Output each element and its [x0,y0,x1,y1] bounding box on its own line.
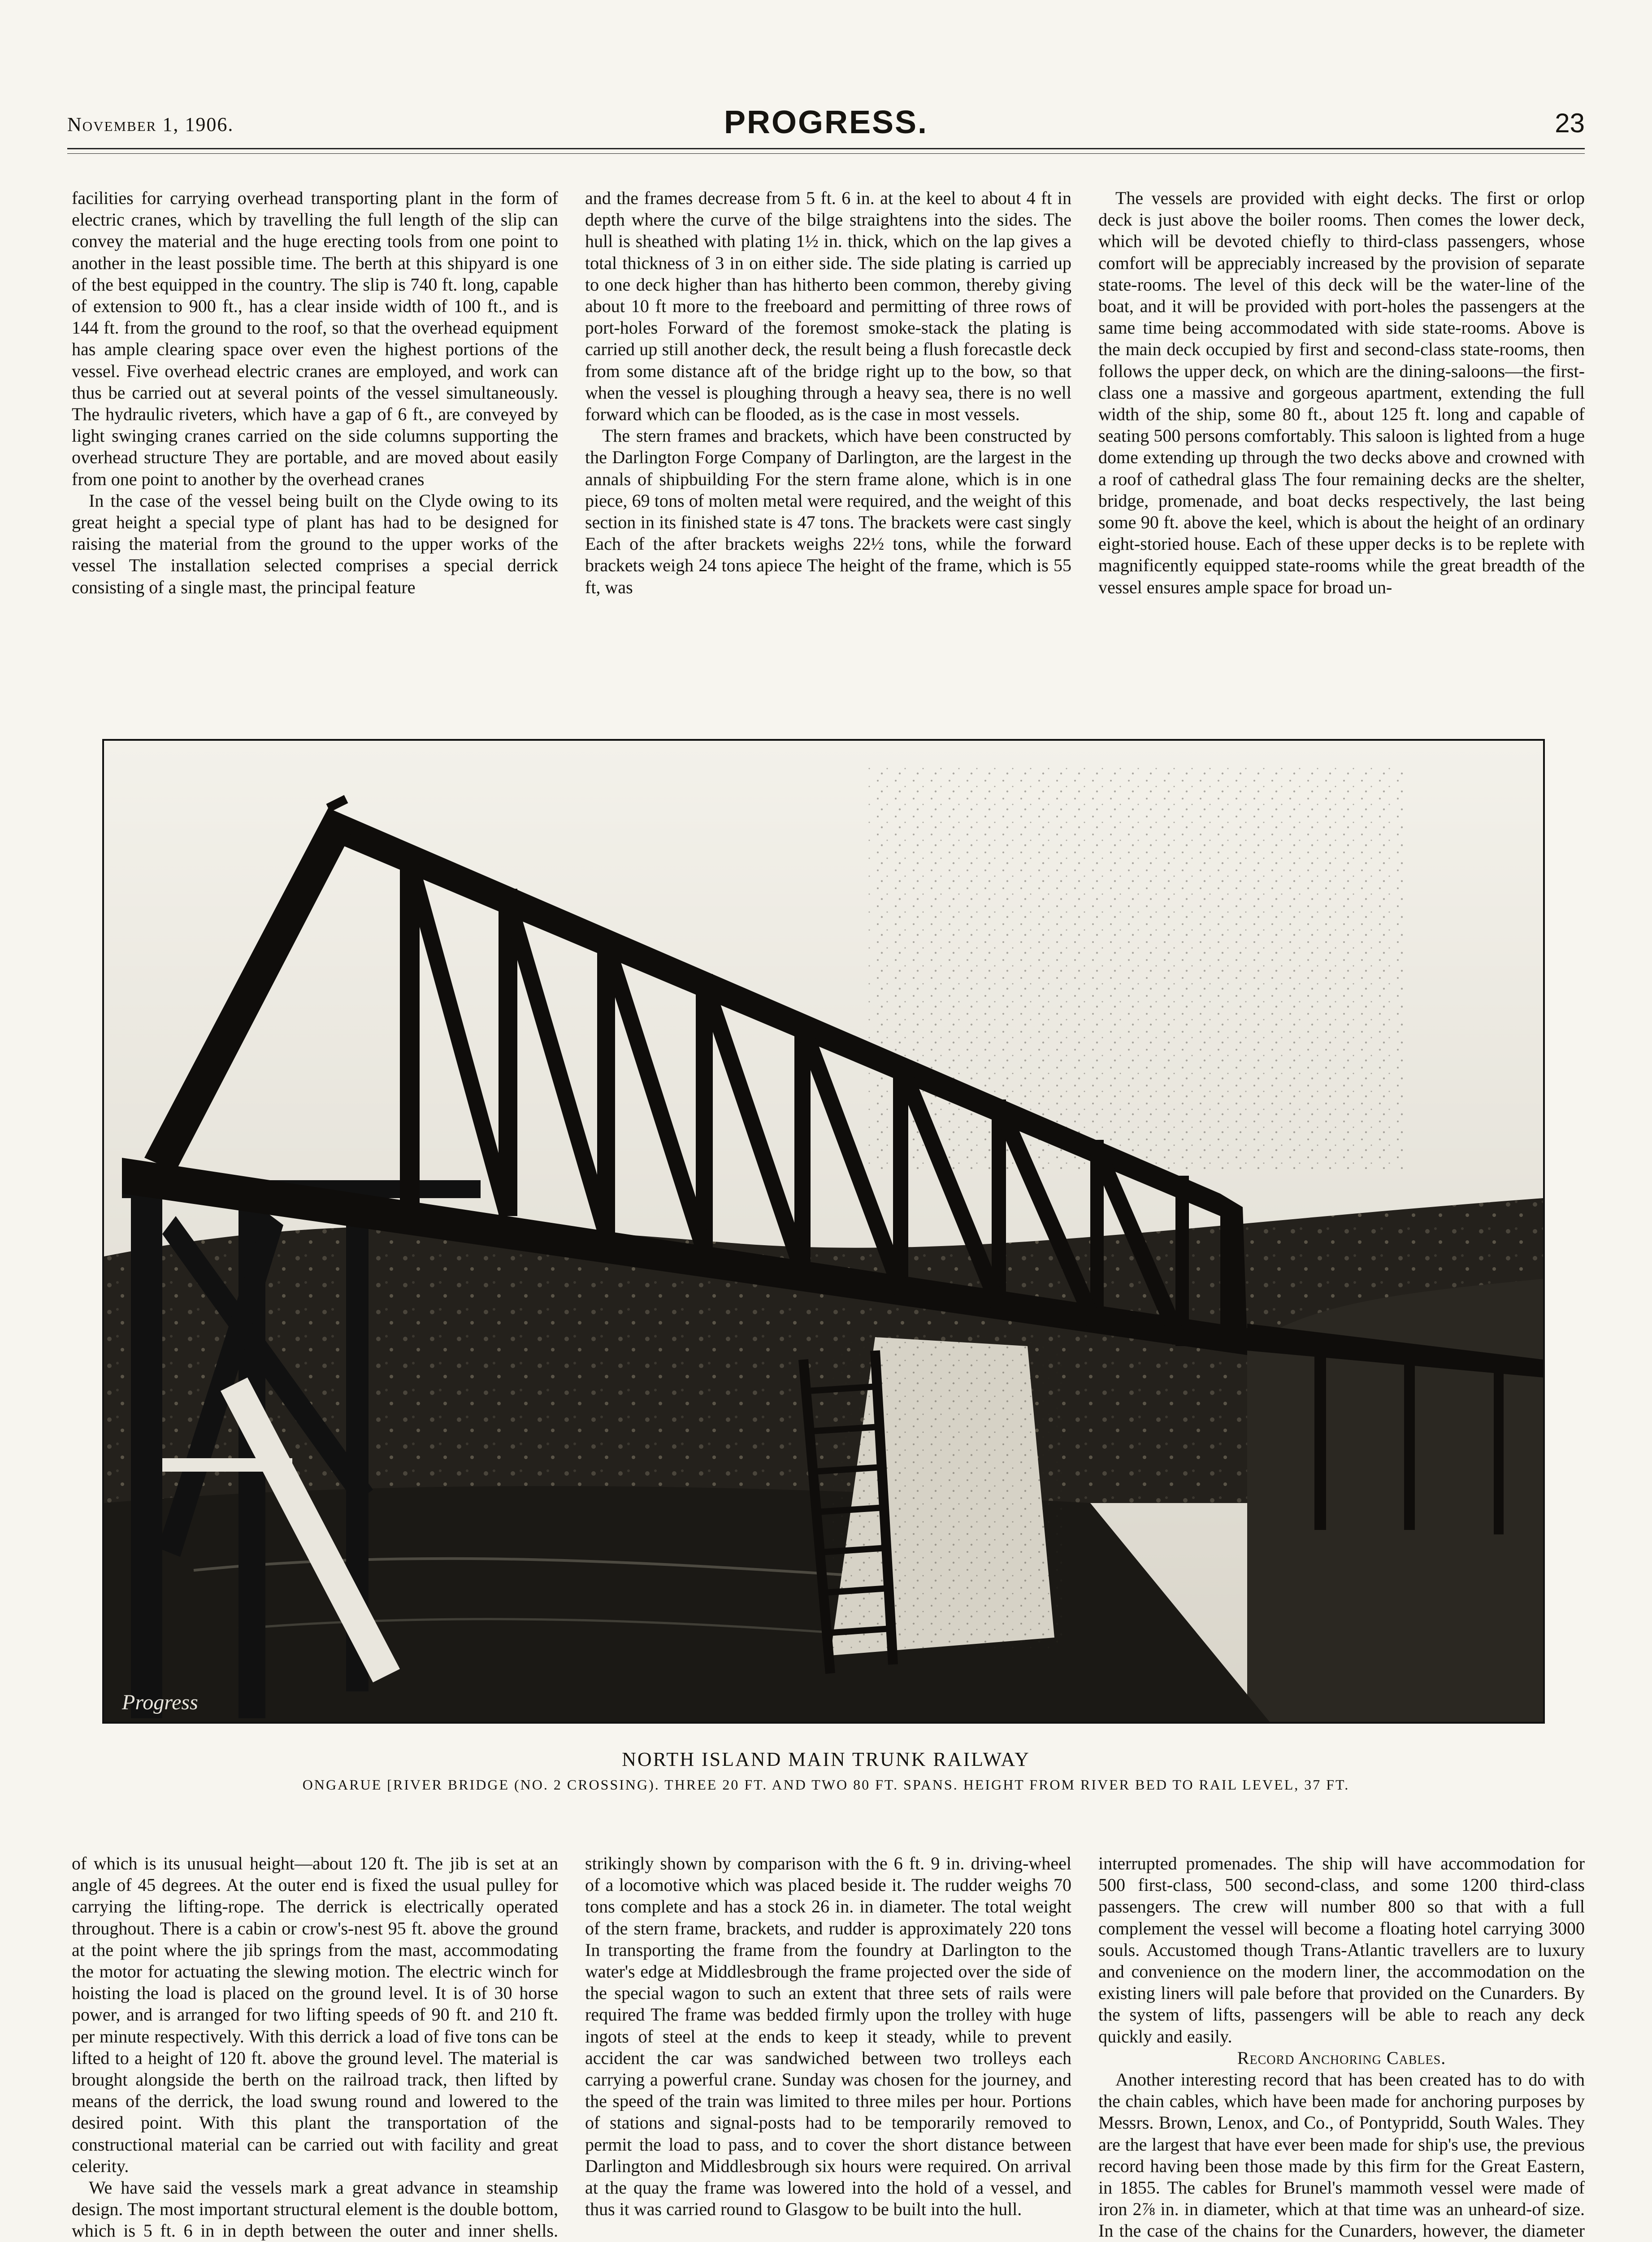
article-column-2-top [585,187,1071,734]
paragraph: facilities for carrying overhead transporting plant in the form of electric cranes, which by travelling the full length of the slip can convey the material and the huge erecting tools from one point to another in the least possible time. The berth at this shipyard is one of the best equipped in the country. The slip is 740 ft. long, capable of extension to 900 ft., has a clear inside width of 100 ft., and is 144 ft. from the ground to the roof, so that the overhead equipment has ample clearing space over even the highest portions of the vessel. Five overhead electric cranes are employed, and work can thus be carried out at several points of the vessel simultaneously. The hydraulic riveters, which have a gap of 6 ft., are conveyed by light swinging cranes carried on the side columns supporting the overhead structure They are portable, and are moved about easily from one point to another by the overhead cranes [72,188,558,489]
article-column-3-top [1098,187,1585,734]
running-head [67,104,1585,144]
article-column-3-bottom [1098,1853,1585,2242]
paragraph: In the case of the vessel being built on the Clyde owing to its great height a special type of plant has had to be designed for raising the material from the ground to the upper works of the vessel The installation selected comprises a special derrick consisting of a single mast, the principal feature [72,490,558,597]
article-column-1-bottom [72,1853,558,2242]
section-subheading: Record Anchoring Cables. [1237,2047,1446,2068]
paragraph: The vessels are provided with eight decks. The first or orlop deck is just above the boiler rooms. Then comes the lower deck, which will be devoted chiefly to third-class passengers, whose comfort will be appreciably increased by the provision of separate state-rooms. The level of this deck will be the water-line of the boat, and it will be provided with port-holes the passengers at the same time being accommodated with side state-rooms. Above is the main deck occupied by first and second-class state-rooms, then follows the upper deck, on which are the dining-saloons—the first-class one a massive and gorgeous apartment, extending the full width of the ship, some 80 ft., about 125 ft. long and capable of seating 500 persons comfortably. This saloon is lighted from a huge dome extending up through the two decks above and crowned with a roof of cathedral glass The four remaining decks are the shelter, bridge, promenade, and boat decks respectively, the last being some 90 ft. above the keel, which is about the height of an ordinary eight-storied house. Each of these upper decks is to be replete with magnificently equipped state-rooms while the great breadth of the vessel ensures ample space for broad un- [1098,188,1585,597]
paragraph: We have said the vessels mark a great advance in steamship design. The most important structural element is the double bottom, which is 5 ft. 6 in in depth between the outer and inner shells. [72,2177,558,2241]
paragraph: strikingly shown by comparison with the 6 ft. 9 in. driving-wheel of a locomotive which was placed beside it. The rudder weighs 70 tons complete and has a stock 26 in. in diameter. The total weight of the stern frame, brackets, and rudder is approximately 220 tons In transporting the frame from the foundry at Darlington to the water's edge at Middlesbrough the frame projected over the side of the special wagon to such an extent that three sets of rails were required The frame was bedded firmly upon the trolley with huge ingots of steel at the ends to keep it steady, while to prevent accident the car was sandwiched between two trolleys each carrying a powerful crane. Sunday was chosen for the journey, and the speed of the train was limited to three miles per hour. Portions of stations and signal-posts had to be temporarily removed to permit the load to pass, and to cover the short distance between Darlington and Middlesbrough six hours were required. On arrival at the quay the frame was lowered into the hold of a vessel, and thus it was carried round to Glasgow to be built into the hull. [585,1853,1071,2220]
paragraph: and the frames decrease from 5 ft. 6 in. at the keel to about 4 ft in depth where the curve of the bilge straightens into the sides. The hull is sheathed with plating 1½ in. thick, which on the lap gives a total thickness of 3 in on either side. The side plating is carried up to one deck higher than has hitherto been common, thereby giving about 10 ft more to the freeboard and permitting of three rows of port-holes Forward of the foremost smoke-stack the plating is carried up still another deck, the result being a flush forecastle deck from some distance aft of the bridge right up to the bow, so that when the vessel is ploughing through a heavy sea, there is no well forward which can be flooded, as is the case in most vessels. [585,188,1071,425]
header-rule [67,148,1585,149]
bridge-photo-svg [104,741,1543,1722]
figure-caption-detail: ONGARUE [RIVER BRIDGE (NO. 2 CROSSING). THREE 20 FT. AND TWO 80 FT. SPANS. HEIGHT FROM RIVER BED TO RAIL LEVEL, 37 FT. [302,1777,1350,1793]
paragraph: The stern frames and brackets, which have been constructed by the Darlington Forge Company of Darlington, are the largest in the annals of shipbuilding For the stern frame alone, which is in one piece, 69 tons of molten metal were required, and the weight of this section in its finished state is 47 tons. The brackets were cast singly Each of the after brackets weighs 22½ tons, while the forward brackets weigh 24 tons apiece The height of the frame, which is 55 ft, was [585,426,1071,597]
figure-caption-title: NORTH ISLAND MAIN TRUNK RAILWAY [622,1748,1030,1770]
issue-date: November 1, 1906. [67,113,234,135]
page-number: 23 [1555,108,1585,138]
article-column-1-top [72,187,558,734]
paragraph: interrupted promenades. The ship will have accommodation for 500 first-class, 500 second-class, and some 1200 third-class passengers. The crew will number 800 so that with a full complement the vessel will become a floating hotel carrying 3000 souls. Accustomed though Trans-Atlantic travellers are to luxury and convenience on the modern liner, the accommodation on the existing liners will pale before that provided on the Cunarders. By the system of lifts, passengers will be able to reach any deck quickly and easily. [1098,1853,1585,2046]
paragraph: of which is its unusual height—about 120 ft. The jib is set at an angle of 45 degrees. At the outer end is fixed the usual pulley for carrying the lifting-rope. The derrick is electrically operated throughout. There is a cabin or crow's-nest 95 ft. above the ground at the point where the jib springs from the mast, accommodating the motor for actuating the slewing motion. The electric winch for hoisting the load is placed on the ground level. It is of 30 horse power, and is arranged for two lifting speeds of 90 ft. and 210 ft. per minute respectively. With this derrick a load of five tons can be lifted to a height of 120 ft. above the ground level. The material is brought alongside the berth on the railroad track, then lifted by means of the derrick, the load swung round and lowered to the desired point. With this plant the transportation of the constructional material can be carried out with facility and great celerity. [72,1853,558,2176]
paragraph: Another interesting record that has been created has to do with the chain cables, which have been made for anchoring purposes by Messrs. Brown, Lenox, and Co., of Pontypridd, South Wales. They are the largest that have ever been made for ship's use, the previous record having been those made by this firm for the Great Eastern, in 1855. The cables for Brunel's mammoth vessel were made of iron 2⅞ in. in diameter, which at that time was an unheard-of size. In the case of the chains for the Cunarders, however, the diameter [1098,2069,1585,2241]
photo-watermark: Progress [122,1690,198,1714]
publication-title: PROGRESS. [724,104,928,140]
bridge-photograph [102,739,1545,1724]
article-column-2-bottom [585,1853,1071,2242]
header-rule-thin [67,153,1585,154]
